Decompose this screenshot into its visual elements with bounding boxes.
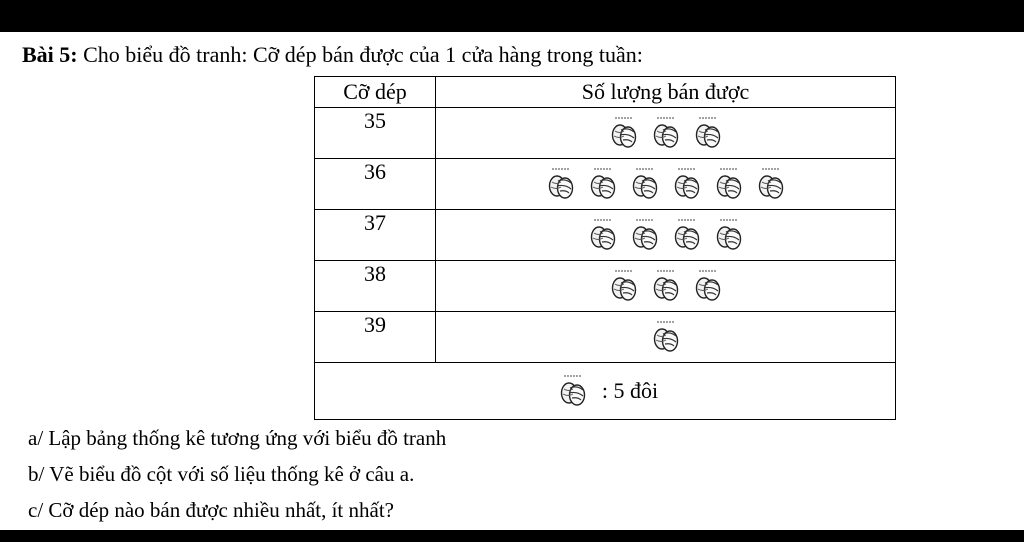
sandal-pair-icon bbox=[651, 320, 681, 354]
legend-row bbox=[315, 363, 896, 420]
size-cell: 38 bbox=[315, 261, 436, 312]
sandal-pair-icon bbox=[588, 218, 618, 252]
size-cell: 37 bbox=[315, 210, 436, 261]
sandal-pair-icon bbox=[609, 116, 639, 150]
legend-cell bbox=[315, 363, 896, 420]
sandal-pair-icon bbox=[693, 116, 723, 150]
sandal-pair-icon bbox=[672, 218, 702, 252]
table-row bbox=[315, 210, 896, 261]
table-row bbox=[315, 159, 896, 210]
size-cell: 36 bbox=[315, 159, 436, 210]
icon-cell bbox=[436, 261, 896, 312]
sandal-pair-icon bbox=[609, 269, 639, 303]
exercise-label: Bài 5: bbox=[22, 42, 78, 67]
sandal-pair-icon bbox=[651, 116, 681, 150]
icon-cell bbox=[436, 108, 896, 159]
sandal-pair-icon bbox=[630, 218, 660, 252]
icon-cell bbox=[436, 210, 896, 261]
question-a: a/ Lập bảng thống kê tương ứng với biểu đồ tranh bbox=[28, 426, 447, 450]
question-c: c/ Cỡ dép nào bán được nhiều nhất, ít nhất? bbox=[28, 498, 394, 522]
icon-cell bbox=[436, 159, 896, 210]
header-quantity: Số lượng bán được bbox=[436, 77, 896, 108]
picture-chart-table bbox=[314, 76, 896, 420]
sandal-pair-icon bbox=[693, 269, 723, 303]
sandal-pair-icon bbox=[714, 167, 744, 201]
table-header-row bbox=[315, 77, 896, 108]
table-row bbox=[315, 261, 896, 312]
exercise-text: Cho biểu đồ tranh: Cỡ dép bán được của 1 cửa hàng trong tuần: bbox=[77, 42, 643, 67]
sandal-pair-icon bbox=[651, 269, 681, 303]
sandal-pair-icon bbox=[672, 167, 702, 201]
sandal-pair-icon bbox=[546, 167, 576, 201]
sandal-pair-icon bbox=[714, 218, 744, 252]
table-row bbox=[315, 312, 896, 363]
sandal-pair-icon bbox=[588, 167, 618, 201]
icon-cell bbox=[436, 312, 896, 363]
exercise-title bbox=[22, 42, 643, 68]
size-cell: 35 bbox=[315, 108, 436, 159]
header-size: Cỡ dép bbox=[315, 77, 436, 108]
table-row bbox=[315, 108, 896, 159]
sandal-pair-icon bbox=[630, 167, 660, 201]
question-b: b/ Vẽ biểu đồ cột với số liệu thống kê ở câu a. bbox=[28, 462, 415, 486]
sandal-pair-icon bbox=[756, 167, 786, 201]
sandal-pair-icon bbox=[558, 374, 588, 408]
size-cell: 39 bbox=[315, 312, 436, 363]
worksheet bbox=[0, 32, 1024, 530]
legend-text: : 5 đôi bbox=[601, 378, 659, 403]
